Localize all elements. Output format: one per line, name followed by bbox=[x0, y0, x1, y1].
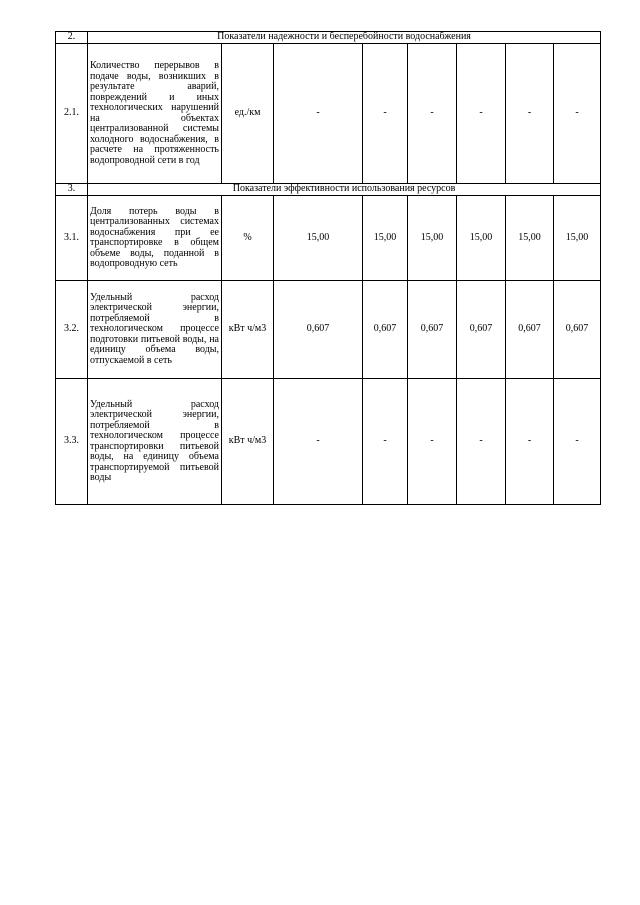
row-description: Количество перерывов в подаче воды, возникших в результате аварий, повреждений и иных технологических нарушений на объектах централизованной системы холодного водоснабжения, в расчете на протяженность водопроводной сети в год bbox=[88, 44, 222, 184]
row-value: 0,607 bbox=[274, 281, 363, 379]
row-value: 0,607 bbox=[408, 281, 457, 379]
section-title: Показатели эффективности использования ресурсов bbox=[88, 184, 601, 196]
row-number: 2.1. bbox=[56, 44, 88, 184]
row-value: - bbox=[363, 44, 408, 184]
section-title: Показатели надежности и бесперебойности водоснабжения bbox=[88, 32, 601, 44]
row-description: Удельный расход электрической энергии, потребляемой в технологическом процессе транспортировки питьевой воды, на единицу объема транспортируемой питьевой воды bbox=[88, 379, 222, 505]
row-value: 15,00 bbox=[457, 196, 506, 281]
row-value: - bbox=[363, 379, 408, 505]
row-value: - bbox=[554, 379, 601, 505]
row-number: 3.2. bbox=[56, 281, 88, 379]
row-value: 0,607 bbox=[363, 281, 408, 379]
row-value: 15,00 bbox=[554, 196, 601, 281]
row-unit: % bbox=[222, 196, 274, 281]
row-value: - bbox=[408, 44, 457, 184]
row-value: 15,00 bbox=[506, 196, 554, 281]
row-value: - bbox=[274, 44, 363, 184]
table-row-3-2 bbox=[56, 281, 601, 379]
row-number: 3.1. bbox=[56, 196, 88, 281]
row-value: - bbox=[408, 379, 457, 505]
table-row-3-3 bbox=[56, 379, 601, 505]
row-value: - bbox=[457, 379, 506, 505]
row-value: 0,607 bbox=[457, 281, 506, 379]
row-value: - bbox=[506, 44, 554, 184]
row-value: - bbox=[506, 379, 554, 505]
row-value: 15,00 bbox=[408, 196, 457, 281]
row-value: - bbox=[274, 379, 363, 505]
section-number: 3. bbox=[56, 184, 88, 196]
row-description: Удельный расход электрической энергии, потребляемой в технологическом процессе подготовки питьевой воды, на единицу объема воды, отпускаемой в сеть bbox=[88, 281, 222, 379]
row-value: - bbox=[457, 44, 506, 184]
section-row-2 bbox=[56, 32, 601, 44]
row-value: 0,607 bbox=[554, 281, 601, 379]
row-unit: кВт ч/м3 bbox=[222, 379, 274, 505]
row-value: 0,607 bbox=[506, 281, 554, 379]
row-value: - bbox=[554, 44, 601, 184]
row-unit: кВт ч/м3 bbox=[222, 281, 274, 379]
row-number: 3.3. bbox=[56, 379, 88, 505]
row-value: 15,00 bbox=[274, 196, 363, 281]
row-unit: ед./км bbox=[222, 44, 274, 184]
row-value: 15,00 bbox=[363, 196, 408, 281]
table-row-2-1 bbox=[56, 44, 601, 184]
indicators-table bbox=[55, 31, 601, 505]
section-number: 2. bbox=[56, 32, 88, 44]
row-description: Доля потерь воды в централизованных системах водоснабжения при ее транспортировке в общем объеме воды, поданной в водопроводную сеть bbox=[88, 196, 222, 281]
section-row-3 bbox=[56, 184, 601, 196]
table-row-3-1 bbox=[56, 196, 601, 281]
